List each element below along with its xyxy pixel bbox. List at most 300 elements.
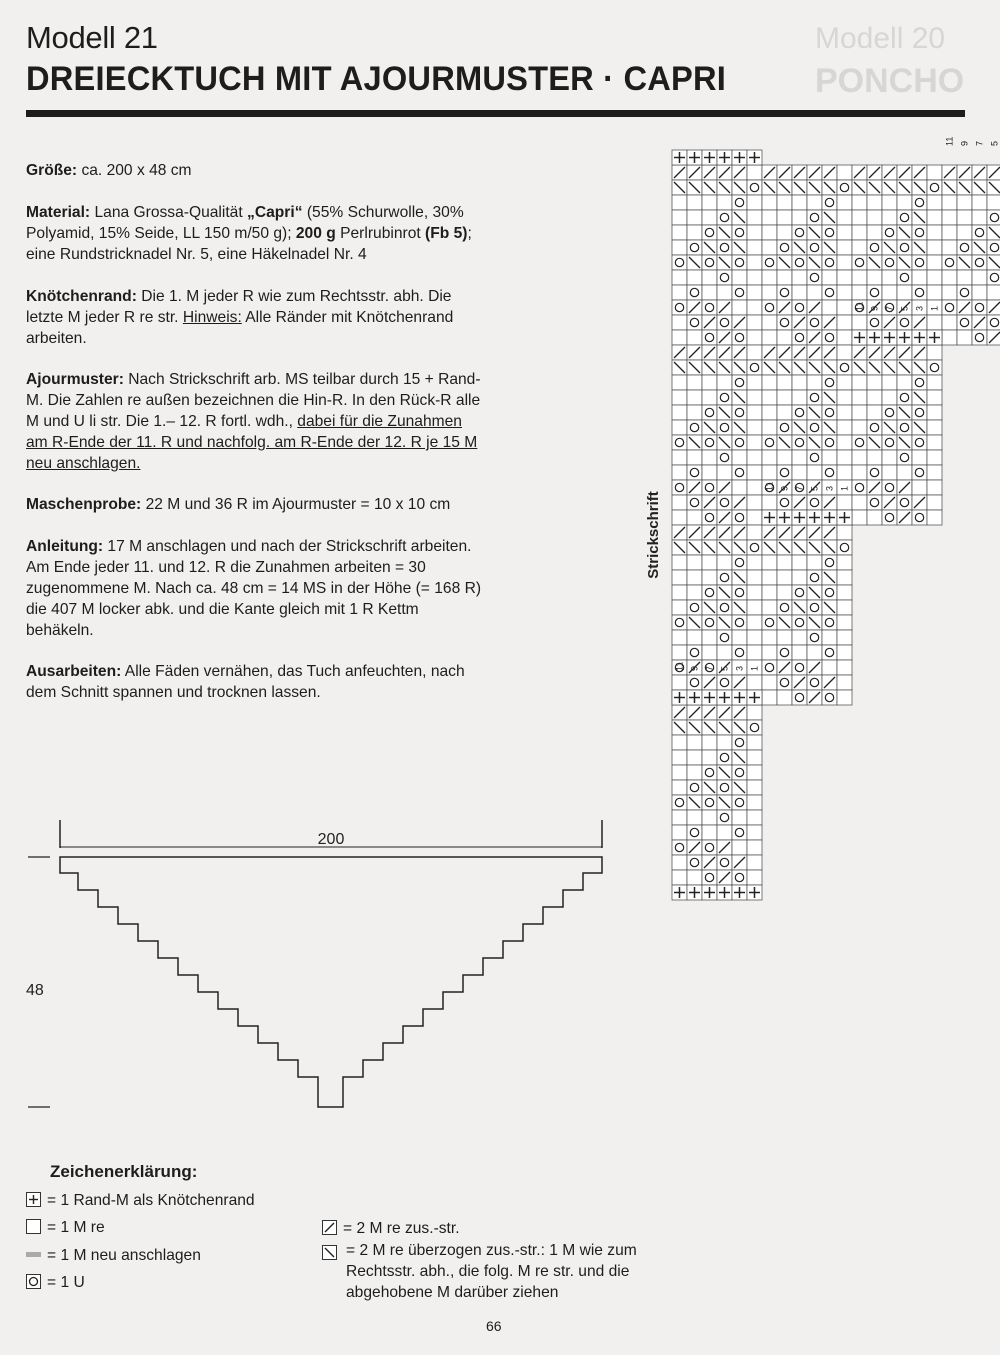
chart-cell (807, 675, 822, 690)
chart-cell (897, 375, 912, 390)
chart-cell (672, 855, 687, 870)
chart-cell (897, 285, 912, 300)
chart-cell (927, 315, 942, 330)
chart-cell (762, 555, 777, 570)
chart-cell (912, 435, 927, 450)
chart-cell (837, 375, 852, 390)
chart-cell (777, 675, 792, 690)
chart-cell (732, 255, 747, 270)
chart-cell (882, 405, 897, 420)
chart-cell (792, 270, 807, 285)
chart-cell (732, 375, 747, 390)
chart-cell (687, 765, 702, 780)
chart-cell (837, 255, 852, 270)
ghost-model: Modell 20 (815, 22, 946, 55)
chart-cell (762, 420, 777, 435)
chart-cell (837, 300, 852, 315)
chart-cell (927, 165, 942, 180)
chart-cell (777, 645, 792, 660)
chart-cell (927, 480, 942, 495)
edge-paragraph (26, 286, 484, 349)
chart-cell (882, 195, 897, 210)
chart-cell (717, 555, 732, 570)
chart-cell (867, 195, 882, 210)
chart-cell (822, 630, 837, 645)
chart-cell (672, 225, 687, 240)
chart-cell (747, 795, 762, 810)
chart-cell (747, 360, 762, 375)
chart-cell (747, 210, 762, 225)
chart-cell (927, 450, 942, 465)
chart-cell (837, 195, 852, 210)
chart-cell (837, 675, 852, 690)
chart-cell (687, 240, 702, 255)
chart-cell (672, 420, 687, 435)
chart-cell (822, 195, 837, 210)
chart-cell (717, 825, 732, 840)
chart-cell (822, 585, 837, 600)
chart-cell (837, 555, 852, 570)
chart-cell (702, 330, 717, 345)
chart-cell (942, 255, 957, 270)
chart-cell (762, 690, 777, 705)
chart-cell (717, 240, 732, 255)
chart-cell (762, 645, 777, 660)
chart-cell (837, 210, 852, 225)
chart-cell (702, 195, 717, 210)
chart-cell (687, 315, 702, 330)
chart-cell (777, 630, 792, 645)
chart-cell (927, 210, 942, 225)
chart-cell (747, 420, 762, 435)
chart-cell (762, 330, 777, 345)
chart-cell (702, 630, 717, 645)
chart-cell (687, 780, 702, 795)
chart-cell (912, 510, 927, 525)
chart-cell (957, 285, 972, 300)
chart-cell (912, 195, 927, 210)
chart-cell (777, 315, 792, 330)
chart-cell (822, 660, 837, 675)
chart-cell (927, 240, 942, 255)
chart-cell (747, 255, 762, 270)
chart-cell (927, 285, 942, 300)
chart-cell (837, 525, 852, 540)
row-number: 9 (959, 140, 970, 146)
chart-cell (852, 225, 867, 240)
chart-cell (702, 810, 717, 825)
chart-cell (927, 510, 942, 525)
chart-cell (777, 210, 792, 225)
size-label: Größe: (26, 162, 78, 179)
chart-cell (927, 195, 942, 210)
chart-cell (882, 225, 897, 240)
chart-cell (672, 465, 687, 480)
chart-cell (807, 315, 822, 330)
chart-cell (672, 300, 687, 315)
chart-cell (747, 300, 762, 315)
chart-cell (672, 210, 687, 225)
chart-cell (852, 270, 867, 285)
chart-cell (672, 330, 687, 345)
chart-cell (822, 270, 837, 285)
chart-cell (942, 195, 957, 210)
chart-cell (687, 420, 702, 435)
chart-cell (912, 225, 927, 240)
chart-cell (777, 450, 792, 465)
chart-cell (822, 285, 837, 300)
row-number: 9 (869, 305, 880, 311)
size-paragraph (26, 160, 484, 181)
chart-cell (672, 750, 687, 765)
row-number: 5 (989, 140, 1000, 146)
chart-cell (792, 405, 807, 420)
chart-cell (747, 555, 762, 570)
chart-cell (852, 420, 867, 435)
chart-cell (927, 360, 942, 375)
chart-cell (702, 765, 717, 780)
chart-cell (687, 675, 702, 690)
chart-cell (837, 540, 852, 555)
chart-cell (702, 750, 717, 765)
chart-cell (747, 480, 762, 495)
chart-cell (702, 270, 717, 285)
chart-cell (957, 225, 972, 240)
size-text: ca. 200 x 48 cm (77, 162, 192, 179)
chart-cell (822, 555, 837, 570)
chart-cell (717, 630, 732, 645)
instructions-paragraph (26, 536, 484, 641)
chart-cell (762, 435, 777, 450)
chart-cell (747, 540, 762, 555)
chart-cell (702, 255, 717, 270)
chart-cell (747, 285, 762, 300)
chart-cell (822, 255, 837, 270)
chart-cell (687, 405, 702, 420)
chart-cell (912, 465, 927, 480)
chart-cell (672, 450, 687, 465)
chart-cell (822, 330, 837, 345)
row-number: 11 (854, 301, 865, 311)
chart-cell (747, 600, 762, 615)
chart-cell (987, 270, 1000, 285)
chart-cell (852, 240, 867, 255)
chart-cell (792, 210, 807, 225)
chart-cell (672, 735, 687, 750)
legend-title: Zeichenerklärung: (50, 1162, 198, 1181)
chart-cell (747, 720, 762, 735)
chart-cell (702, 225, 717, 240)
chart-cell (882, 465, 897, 480)
chart-cell (747, 570, 762, 585)
chart-cell (822, 300, 837, 315)
chart-cell (792, 465, 807, 480)
material-amount: 200 g (295, 225, 336, 242)
chart-cell (837, 330, 852, 345)
chart-cell (777, 240, 792, 255)
chart-cell (987, 285, 1000, 300)
chart-cell (792, 390, 807, 405)
chart-cell (792, 585, 807, 600)
legend-text-cast-on: = 1 M neu anschlagen (47, 1247, 201, 1264)
chart-cell (927, 465, 942, 480)
chart-cell (807, 465, 822, 480)
legend-item-yarn-over (26, 1272, 85, 1293)
chart-cell (927, 420, 942, 435)
chart-cell (927, 495, 942, 510)
chart-cell (927, 180, 942, 195)
chart-cell (852, 450, 867, 465)
legend-item-cast-on (26, 1245, 201, 1266)
chart-cell (702, 435, 717, 450)
row-number: 1 (749, 665, 760, 671)
chart-cell (792, 300, 807, 315)
chart-cell (747, 645, 762, 660)
chart-cell (972, 195, 987, 210)
chart-cell (792, 435, 807, 450)
chart-cell (897, 450, 912, 465)
pattern-underlined: dabei für die Zunahmen am R-Ende der 11. R und nachfolg. am R-Ende der 12. R je 15 M neu anschlagen. (26, 413, 478, 472)
chart-cell (867, 375, 882, 390)
chart-cell (717, 450, 732, 465)
knitting-chart (640, 135, 1000, 1310)
chart-cell (942, 285, 957, 300)
chart-cell (927, 345, 942, 360)
chart-cell (747, 750, 762, 765)
chart-cell (972, 285, 987, 300)
title-rule (26, 110, 965, 117)
chart-cell (957, 240, 972, 255)
chart-cell (732, 645, 747, 660)
chart-cell (717, 210, 732, 225)
chart-cell (837, 570, 852, 585)
chart-cell (732, 285, 747, 300)
chart-cell (762, 210, 777, 225)
chart-cell (807, 210, 822, 225)
ghost-title: PONCHO (815, 62, 965, 100)
chart-cell (717, 600, 732, 615)
chart-cell (672, 765, 687, 780)
chart-cell (837, 645, 852, 660)
chart-cell (792, 195, 807, 210)
chart-cell (687, 225, 702, 240)
chart-cell (897, 270, 912, 285)
chart-cell (882, 435, 897, 450)
chart-cell (927, 390, 942, 405)
chart-cell (747, 525, 762, 540)
row-number: 7 (794, 485, 805, 491)
backslash-box-icon (322, 1245, 337, 1260)
chart-cell (687, 600, 702, 615)
chart-cell (882, 375, 897, 390)
chart-cell (762, 495, 777, 510)
chart-cell (762, 675, 777, 690)
chart-cell (867, 315, 882, 330)
chart-cell (732, 510, 747, 525)
chart-cell (747, 195, 762, 210)
chart-cell (837, 450, 852, 465)
chart-cell (837, 180, 852, 195)
chart-cell (867, 405, 882, 420)
chart-cell (717, 750, 732, 765)
chart-cell (747, 435, 762, 450)
chart-cell (717, 285, 732, 300)
instructions-label: Anleitung: (26, 538, 104, 555)
chart-cell (852, 495, 867, 510)
chart-cell (747, 855, 762, 870)
chart-cell (732, 465, 747, 480)
material-text-2: (55% Schurwolle, 30% Polyamid, 15% Seide, LL 150 m/50 g); (26, 204, 464, 242)
chart-cell (897, 390, 912, 405)
chart-cell (882, 450, 897, 465)
chart-cell (747, 180, 762, 195)
chart-cell (957, 195, 972, 210)
legend-text-yarn-over: = 1 U (47, 1274, 85, 1291)
chart-cell (687, 495, 702, 510)
chart-cell (792, 630, 807, 645)
chart-cell (882, 270, 897, 285)
chart-cell (942, 225, 957, 240)
chart-cell (732, 870, 747, 885)
chart-cell (942, 330, 957, 345)
finishing-label: Ausarbeiten: (26, 663, 122, 680)
row-number: 11 (944, 136, 955, 146)
chart-cell (672, 375, 687, 390)
chart-cell (747, 270, 762, 285)
chart-cell (777, 600, 792, 615)
chart-cell (747, 390, 762, 405)
chart-cell (672, 435, 687, 450)
chart-cell (732, 555, 747, 570)
chart-cell (837, 495, 852, 510)
chart-cell (717, 420, 732, 435)
chart-cell (837, 225, 852, 240)
chart-cell (897, 315, 912, 330)
chart-cell (717, 570, 732, 585)
row-number: 11 (674, 661, 685, 671)
chart-cell (672, 645, 687, 660)
chart-cell (897, 420, 912, 435)
chart-cell (702, 840, 717, 855)
chart-cell (792, 450, 807, 465)
chart-cell (792, 645, 807, 660)
chart-cell (912, 480, 927, 495)
chart-cell (867, 210, 882, 225)
edge-text-1: Die 1. M jeder R wie zum Rechtsstr. abh. Die letzte M jeder R re str. (26, 288, 452, 326)
chart-cell (807, 285, 822, 300)
chart-cell (867, 450, 882, 465)
chart-cell (762, 615, 777, 630)
chart-cell (762, 285, 777, 300)
chart-cell (822, 690, 837, 705)
chart-cell (807, 420, 822, 435)
chart-cell (897, 465, 912, 480)
chart-cell (792, 225, 807, 240)
chart-cell (672, 600, 687, 615)
chart-cell (747, 315, 762, 330)
chart-cell (747, 165, 762, 180)
chart-cell (732, 630, 747, 645)
chart-cell (837, 270, 852, 285)
chart-cell (717, 375, 732, 390)
chart-cell (687, 855, 702, 870)
chart-cell (762, 660, 777, 675)
chart-cell (717, 645, 732, 660)
chart-cell (747, 330, 762, 345)
material-color: (Fb 5) (425, 225, 468, 242)
chart-cell (792, 690, 807, 705)
edge-hint: Hinweis: (182, 309, 242, 326)
chart-cell (837, 600, 852, 615)
chart-cell (837, 615, 852, 630)
chart-cell (777, 570, 792, 585)
chart-cell (942, 315, 957, 330)
chart-cell (732, 300, 747, 315)
chart-cell (777, 690, 792, 705)
chart-cell (702, 300, 717, 315)
chart-cell (762, 450, 777, 465)
chart-cell (882, 255, 897, 270)
chart-cell (837, 390, 852, 405)
chart-cell (732, 615, 747, 630)
chart-cell (672, 585, 687, 600)
chart-cell (747, 375, 762, 390)
chart-cell (672, 240, 687, 255)
chart-cell (792, 375, 807, 390)
chart-cell (672, 510, 687, 525)
chart-cell (762, 585, 777, 600)
finishing-text: Alle Fäden vernähen, das Tuch anfeuchten, nach dem Schnitt spannen und trocknen lassen. (26, 663, 465, 701)
chart-cell (687, 270, 702, 285)
chart-cell (747, 675, 762, 690)
row-number: 7 (884, 305, 895, 311)
chart-cell (927, 405, 942, 420)
chart-cell (747, 735, 762, 750)
chart-cell (852, 480, 867, 495)
chart-cell (687, 510, 702, 525)
chart-cell (672, 870, 687, 885)
chart-cell (762, 630, 777, 645)
chart-cell (717, 780, 732, 795)
chart-cell (822, 450, 837, 465)
height-label: 48 (26, 982, 44, 999)
chart-cell (762, 270, 777, 285)
chart-cell (987, 210, 1000, 225)
page-number: 66 (486, 1318, 502, 1334)
pattern-paragraph (26, 369, 484, 474)
chart-cell (852, 405, 867, 420)
chart-cell (927, 375, 942, 390)
chart-cell (972, 210, 987, 225)
chart-cell (822, 465, 837, 480)
chart-cell (867, 510, 882, 525)
chart-cell (702, 825, 717, 840)
chart-cell (732, 810, 747, 825)
chart-cell (837, 240, 852, 255)
chart-cell (837, 405, 852, 420)
chart-cell (732, 765, 747, 780)
chart-cell (762, 225, 777, 240)
chart-cell (702, 795, 717, 810)
chart-cell (762, 600, 777, 615)
legend-item-k2tog (322, 1218, 460, 1239)
chart-cell (747, 240, 762, 255)
edge-label: Knötchenrand: (26, 288, 137, 305)
chart-cell (987, 240, 1000, 255)
chart-cell (732, 840, 747, 855)
chart-cell (867, 285, 882, 300)
row-number: 9 (779, 485, 790, 491)
